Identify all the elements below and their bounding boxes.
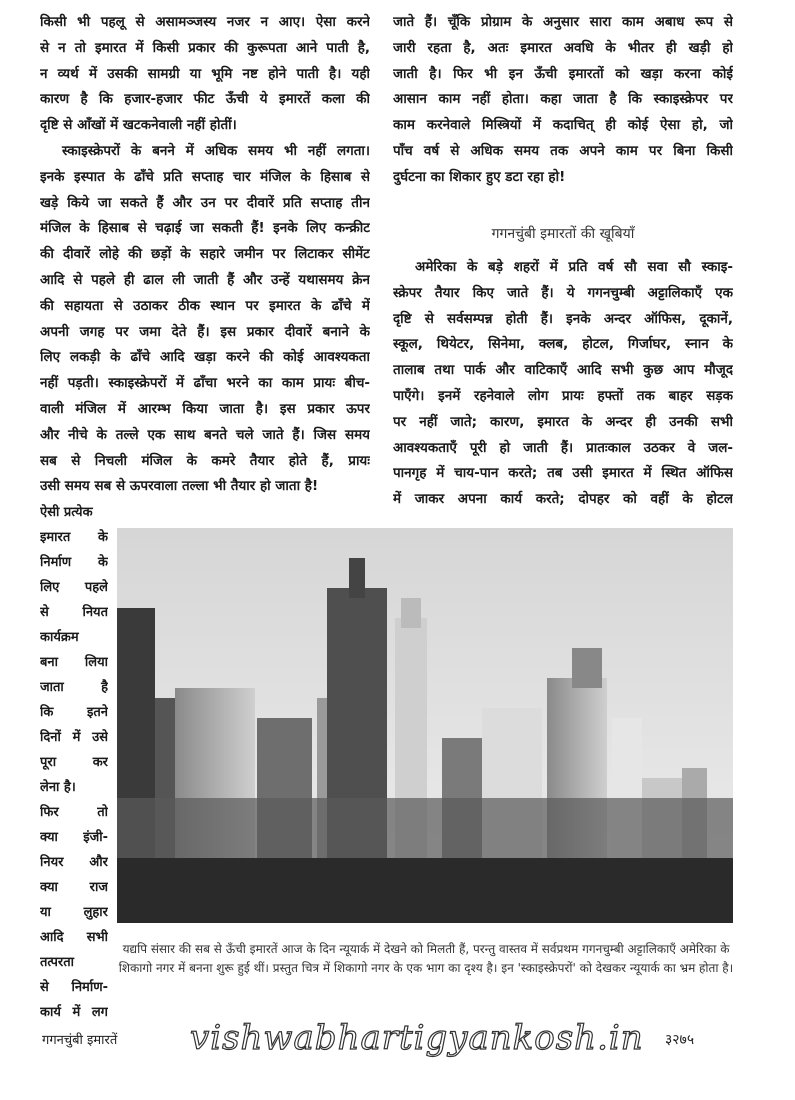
text-line: पानगृह में चाय-पान करते; तब उसी इमारत में स्थित ऑफिस	[393, 465, 733, 482]
text-line: तालाब तथा पार्क और वाटिकाएँ आदि सभी कुछ आप मौजूद	[393, 362, 733, 379]
text-line: मंजिल के हिसाब से चढ़ाई जा सकती हैं! इनके लिए कन्क्रीट	[40, 220, 370, 237]
text-line: वाली मंजिल में आरम्भ किया जाता है। इस प्रकार ऊपर	[40, 400, 370, 417]
text-line: किसी भी पहलू से असामञ्जस्य नजर न आए। ऐसा करने	[40, 14, 370, 30]
running-title: गगनचुंबी इमारतें	[42, 1033, 118, 1048]
text-line: बना लिया	[40, 655, 108, 670]
text-line: आवश्यकताएँ पूरी हो जाती हैं। प्रातःकाल उठकर वे जल-	[393, 439, 733, 456]
text-line: दृष्टि से आँखों में खटकनेवाली नहीं होतीं।	[40, 117, 237, 134]
text-line: आदि से पहले ही ढाल ली जाती हैं और उन्हें यथासमय क्रेन	[40, 271, 370, 288]
text-line: इमारत के	[40, 530, 108, 545]
text-line: जाते हैं। चूँकि प्रोग्राम के अनुसार सारा काम अबाध रूप से	[393, 14, 733, 30]
section-heading: गगनचुंबी इमारतों की खूबियाँ	[491, 226, 635, 242]
text-line: न व्यर्थ में उसकी सामग्री या भूमि नष्ट होने पाती है। यही	[40, 65, 370, 82]
text-line: निर्माण के	[40, 555, 108, 570]
text-line: ऐसी प्रत्येक	[40, 505, 93, 520]
text-line: से निर्माण-	[40, 980, 108, 995]
text-line: लिए लकड़ी के ढाँचे आदि खड़ा करने की कोई आवश्यकता	[40, 349, 370, 366]
text-line: कि इतने	[40, 705, 108, 720]
text-line: पूरा कर	[40, 755, 108, 770]
text-line: की सहायता से उठाकर ठीक स्थान पर इमारत के ढाँचे में	[40, 297, 370, 314]
text-line: दृष्टि से सर्वसम्पन्न होती हैं। इनके अन्दर ऑफिस, दूकानें,	[393, 310, 733, 327]
text-line: तत्परता	[40, 955, 75, 970]
watermark: vishwabhartigyankosh.in	[190, 1018, 644, 1058]
text-line: कार्य में लग	[40, 1005, 108, 1020]
right-text-column-bottom	[393, 255, 733, 513]
text-line: की दीवारें लोहे की छड़ों के सहारे जमीन पर लिटाकर सीमेंट	[40, 246, 370, 263]
text-line: स्क्रेपर तैयार किए जाते हैं। ये गगनचुम्बी अट्टालिकाएँ एक	[393, 284, 733, 301]
text-line: या लुहार	[40, 905, 108, 920]
text-line: उसी समय सब से ऊपरवाला तल्ला भी तैयार हो जाता है!	[40, 478, 319, 495]
text-line: नहीं पड़ती। स्काइस्क्रेपरों में ढाँचा भरने का काम प्रायः बीच-	[40, 375, 370, 392]
text-line: इनके इस्पात के ढाँचे प्रति सप्ताह चार मंजिल के हिसाब से	[40, 168, 370, 185]
text-line: जाता है	[40, 680, 108, 695]
text-line: पाएँगे। इनमें रहनेवाले लोग प्रायः हफ्तों तक बाहर सड़क	[393, 387, 733, 404]
text-line: जाती है। फिर भी इन ऊँची इमारतों को खड़ा करना कोई	[393, 65, 733, 82]
narrow-text-column	[40, 500, 108, 1025]
photo-caption: यद्यपि संसार की सब से ऊँची इमारतें आज के दिन न्यूयार्क में देखने को मिलती हैं, परन्तु वास्तव में सर्वप्रथम गगनचुम्बी अट्टालिकाएँ अमेरिका के शिकागो नगर में बनना शुरू हुई थीं। प्रस्तुत चित्र में शिकागो नगर के एक भाग का दृश्य है। इन 'स्काइस्क्रेपरों' को देखकर न्यूयार्क का भ्रम होता है।	[118, 942, 734, 975]
text-line: अमेरिका के बड़े शहरों में प्रति वर्ष सौ सवा सौ स्काइ-	[415, 259, 733, 275]
text-line: क्या राज	[40, 880, 108, 895]
text-line: नियर और	[40, 855, 108, 870]
text-line: कार्यक्रम	[40, 630, 79, 645]
right-text-column-top	[393, 10, 733, 191]
text-line: में जाकर अपना कार्य करते; दोपहर को वहीं के होटल	[393, 491, 733, 508]
text-line: से न तो इमारत में किसी प्रकार की कुरूपता आने पाती है,	[40, 39, 370, 56]
text-line: और नीचे के तल्ले एक साथ बनते चले जाते हैं। जिस समय	[40, 426, 370, 443]
text-line: दिनों में उसे	[40, 730, 108, 745]
text-line: अपनी जगह पर जमा देते हैं। इस प्रकार दीवारें बनाने के	[40, 323, 370, 340]
text-line: काम करनेवाले मिस्त्रियों में कदाचित् ही कोई ऐसा हो, जो	[393, 117, 733, 134]
text-line: क्या इंजी-	[40, 830, 108, 845]
page-number: ३२७५	[665, 1032, 695, 1048]
text-line: सब से निचली मंजिल के कमरे तैयार होते हैं, प्रायः	[40, 452, 370, 469]
text-line: लेना है।	[40, 780, 76, 795]
skyline-photo	[117, 528, 733, 923]
text-line: आदि सभी	[40, 930, 108, 945]
text-line: कारण है कि हजार-हजार फीट ऊँची ये इमारतें कला की	[40, 91, 370, 108]
text-line: स्कूल, थियेटर, सिनेमा, क्लब, होटल, गिर्जाघर, स्नान के	[393, 336, 733, 353]
text-line: जारी रहता है, अतः इमारत अवधि के भीतर ही खड़ी हो	[393, 39, 733, 56]
text-line: पाँच वर्ष से अधिक समय तक अपने काम पर बिना किसी	[393, 142, 733, 159]
text-line: फिर तो	[40, 805, 108, 820]
text-line: खड़े किये जा सकते हैं और उन पर दीवारें प्रति सप्ताह तीन	[40, 194, 370, 211]
text-line: आसान काम नहीं होता। कहा जाता है कि स्काइस्क्रेपर पर	[393, 91, 733, 108]
text-line: स्काइस्क्रेपरों के बनने में अधिक समय भी नहीं लगता।	[62, 142, 370, 159]
text-line: पर नहीं जाते; कारण, इमारत के अन्दर ही उनकी सभी	[393, 413, 733, 430]
text-line: लिए पहले	[40, 580, 108, 595]
text-line: से नियत	[40, 605, 108, 620]
text-line: दुर्घटना का शिकार हुए डटा रहा हो!	[393, 168, 566, 185]
left-text-column	[40, 10, 370, 500]
